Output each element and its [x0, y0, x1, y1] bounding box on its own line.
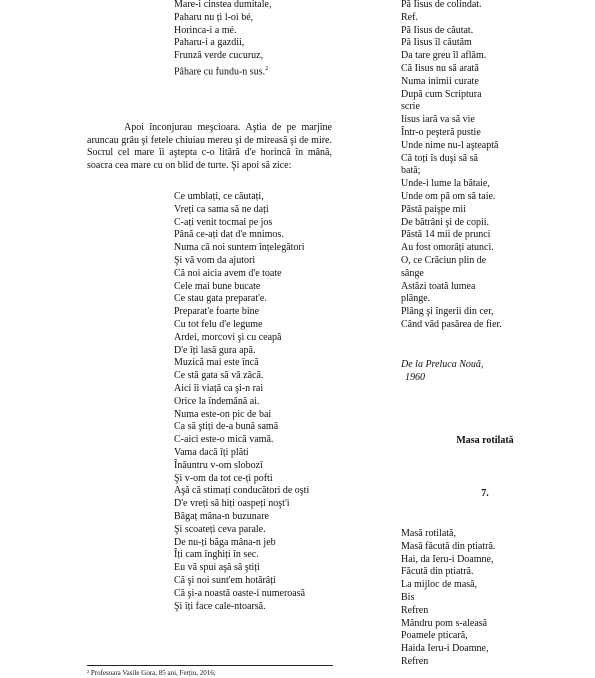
verse-line: Au fost omorâți atunci.	[401, 242, 494, 254]
left-verse-2	[174, 191, 309, 613]
verse-line: Bis	[401, 591, 415, 603]
verse-line: Că şi noi sunt'em hotărâți	[174, 574, 276, 586]
source-place: De la Preluca Nouă,	[401, 359, 484, 370]
verse-line: Făcută din ptiatră.	[401, 566, 474, 578]
verse-line: Cu tot felu d'e legume	[174, 318, 263, 330]
verse-line: Preparat'e foarte bine	[174, 306, 260, 318]
verse-line: Frunză verde cucuruz,	[174, 50, 264, 62]
verse-line: Pă Iisus îl căutăm	[401, 37, 472, 49]
verse-line: Paharu-i a gazdii,	[174, 37, 245, 49]
verse-line: O, ce Crăciun plin de	[401, 254, 487, 266]
verse-line: Vreți ca sama să ne dați	[174, 203, 269, 215]
verse-line-text: Pâhare cu fundu-n sus.	[174, 66, 266, 78]
verse-line: C-ați venit tocmai pe jos	[174, 216, 273, 228]
verse-line: Înăuntru v-om slobozî	[174, 459, 263, 471]
verse-line: Şi îți face cale-ntoarsă.	[174, 600, 266, 612]
verse-line	[174, 63, 271, 79]
verse-line: Unde om pă om să taie.	[401, 190, 496, 202]
verse-line: Când văd pasărea de fier.	[401, 318, 502, 330]
verse-line: Până ce-ați dat d'e mnimos.	[174, 229, 284, 241]
verse-line: Iisus iară va să vie	[401, 114, 475, 126]
verse-line: Paharu nu ți l-oi bé,	[174, 11, 254, 23]
verse-line: Astăzi toată lumea	[401, 280, 476, 292]
verse-line: C-aici este-o mică vamă.	[174, 434, 274, 446]
verse-line: Poamele pticară,	[401, 630, 468, 642]
verse-line: scrie	[401, 101, 420, 113]
verse-line: Vama dacă îți plăti	[174, 446, 249, 458]
verse-line: Şi v-om da tot ce-ți pofti	[174, 472, 273, 484]
verse-line: Că Iisus nu să arată	[401, 62, 479, 74]
left-verse-1	[174, 0, 271, 79]
verse-line: Păstă 14 mii de prunci	[401, 229, 491, 241]
right-verse-1	[401, 0, 502, 332]
verse-line: Pă Iisus de căutat.	[401, 24, 474, 36]
verse-line: Da tare greu îl aflăm.	[401, 50, 487, 62]
verse-line: Aşă că stimați conducători de oşti	[174, 485, 310, 497]
verse-line: La mijloc de masă,	[401, 579, 478, 591]
prose-paragraph	[87, 122, 332, 172]
verse-line: Muzică mai este încă	[174, 357, 259, 369]
verse-line: De nu-ți băga mâna-n jeb	[174, 536, 276, 548]
verse-line: sânge	[401, 267, 424, 279]
verse-line: Masă făcută din ptiatră.	[401, 540, 496, 552]
footnote-marker: 2	[265, 65, 269, 72]
verse-line: Că noi aicia avem d'e toate	[174, 267, 282, 279]
verse-line: Cele mai bune bucate	[174, 280, 261, 292]
verse-line: Într-o peşteră pustie	[401, 126, 481, 138]
verse-line: Hai, da Ieru-i Doamne,	[401, 553, 494, 565]
verse-line: Eu vă spui aşă să ştiți	[174, 562, 260, 574]
verse-line: De bătrâni şi de copii.	[401, 216, 490, 228]
verse-line: plânge.	[401, 293, 431, 305]
verse-line: Îți cam înghiți în sec.	[174, 549, 259, 561]
verse-line: Mândru pom s-aleasă	[401, 617, 488, 629]
verse-line: Numa inimii curate	[401, 75, 479, 87]
verse-line: D'e îți lasă gura apă.	[174, 344, 256, 356]
verse-line: Că şi-a noastă oaste-i numeroasă	[174, 587, 306, 599]
verse-line: Unde-i lume la bătaie,	[401, 178, 490, 190]
verse-line: Numa că noi suntem înțelegători	[174, 242, 305, 254]
verse-line: D'e vreți să hiți oaspeți noşt'i	[174, 498, 290, 510]
verse-line: Ce stau gata preparat'e.	[174, 293, 267, 305]
verse-line: Refren	[401, 655, 429, 667]
verse-line: Ardei, morcovi şi cu ceapă	[174, 331, 282, 343]
verse-line: Unde nime nu-l aşteaptă	[401, 139, 499, 151]
verse-line: Pă Iisus de colindat.	[401, 0, 482, 10]
verse-line: bată;	[401, 165, 421, 177]
verse-line: După cum Scriptura	[401, 88, 482, 100]
verse-line: Şi scoateți ceva parale.	[174, 523, 266, 535]
footnote: ² Profesoara Vasile Gora, 85 ani, Ferțiu, 2016;	[87, 669, 216, 677]
footnote-rule	[87, 665, 333, 666]
verse-line: Ce stă gata să vă zăcă.	[174, 370, 264, 382]
source-year: 1960	[405, 372, 425, 383]
prose-text: Apoi înconjurau meşcioara. Aştia de pe marjine aruncau grâu şi fetele chiuiau mereu şi de mireasă şi de mire. Socrul cel mare îi aştepta c-o litără d'e horincă în mână, soacra cea mare cu on blid de turte. Şi apoi să zice:	[87, 122, 332, 171]
verse-line: Plâng şi îngerii din cer,	[401, 306, 494, 318]
verse-line: Haida Ieru-i Doamne,	[401, 643, 489, 655]
verse-line: Mare-i cinstea dumitale,	[174, 0, 272, 10]
section-title: Masa rotilată	[456, 435, 514, 446]
verse-line: Refren	[401, 604, 429, 616]
verse-line: Şi vă vom da ajutori	[174, 254, 256, 266]
verse-line: Aici îi viață ca şi-n rai	[174, 382, 264, 394]
verse-line: Numa este-on pic de bai	[174, 408, 272, 420]
verse-line: Ca să ştiți de-a bună samă	[174, 421, 279, 433]
verse-line: Ref.	[401, 11, 418, 23]
verse-line: Păstă paişpe mii	[401, 203, 466, 215]
verse-line: Orice la îndemână ai.	[174, 395, 260, 407]
right-verse-2	[401, 528, 495, 669]
verse-line: Horinca-i a mé.	[174, 24, 237, 36]
section-number: 7.	[481, 488, 489, 499]
verse-line: Masă rotilată,	[401, 528, 456, 539]
verse-line: Băgaț mâna-n buzunare	[174, 510, 269, 522]
verse-line: Că toți îs duşi să să	[401, 152, 478, 164]
verse-line: Ce umblați, ce căutați,	[174, 191, 264, 202]
